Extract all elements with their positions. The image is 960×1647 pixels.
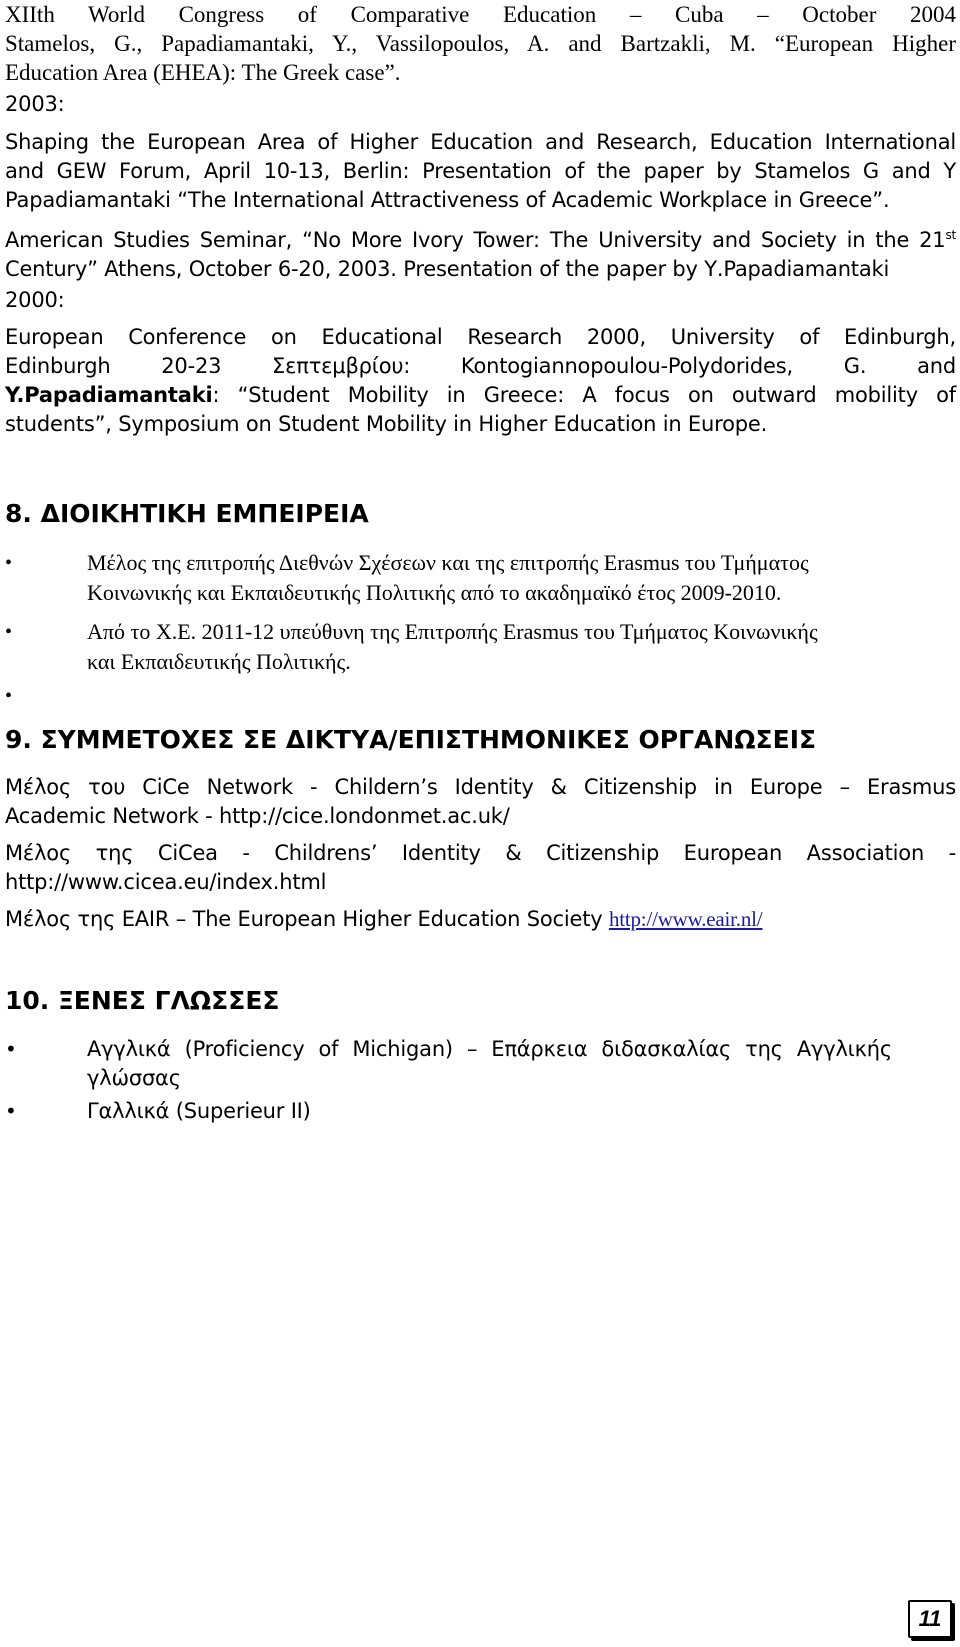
- athens-line-2: Century” Athens, October 6-20, 2003. Presentation of the paper by Υ.Papadiamantaki: [5, 257, 890, 281]
- edinburgh-line-2: Edinburgh 20-23 Σεπτεμβρίου: Kontogiannopoulou-Polydorides, G. and: [5, 354, 956, 378]
- section-10-heading: 10. ΞΕΝΕΣ ΓΛΩΣΣΕΣ: [5, 986, 280, 1015]
- page-number: 11: [908, 1600, 952, 1638]
- berlin-line-2: and GEW Forum, April 10-13, Berlin: Presentation of the paper by Stamelos G and Y: [5, 159, 956, 183]
- section-8-heading: 8. ΔΙΟΙΚΗΤΙΚΗ ΕΜΠΕΙΡΕΙΑ: [5, 499, 369, 528]
- congress-entry: [5, 0, 956, 87]
- eair-link[interactable]: http://www.eair.nl/: [608, 907, 763, 931]
- congress-line-3: Education Area (EHEA): The Greek case”.: [5, 60, 401, 85]
- bullet-dot: •: [5, 552, 13, 574]
- membership-cice: Μέλος του CiCe Network - Childern’s Identity & Citizenship in Europe – Erasmus Academic Network - http://cice.londonmet.ac.uk/: [5, 775, 956, 828]
- bullet-dot: •: [5, 1037, 17, 1061]
- athens-line-1: American Studies Seminar, “No More Ivory Tower: The University and Society in the 21st: [5, 228, 956, 252]
- document-page: XIIth World Congress of Comparative Education – Cuba – October 2004 Stamelos, G., Papadiamantaki, Y., Vassilopoulos, A. and Bartzakli, M. “European Higher Education Area (EHEA): The Greek case”. 2003: Shaping the European Area of Higher Education and Research, Education International and GEW Forum, April 10-13, Berlin: Presentation of the paper by Stamelos G and Y Papadiamantaki “The International Attractiveness of Academic Workplace in Greece”. American Studies Seminar, “No More Ivory Tower: The University and Society in the 21st Century” Athens, October 6-20, 2003. Presentation of the paper by Υ.Papadiamantaki 2000: European Conference on Educational Research 2000, University of Edinburgh, Edinburgh 20-23 Σεπτεμβρίου: Kontogiannopoulou-Polydorides, G. and Y.Papadiamantaki: “Student Mobility in Greece: A focus on outward mobility of students”, Symposium on Student Mobility in Higher Education in Europe. 8. ΔΙΟΙΚΗΤΙΚΗ ΕΜΠΕΙΡΕΙΑ • Μέλος της επιτροπής Διεθνών Σχέσεων και της επιτροπής Erasmus του Τμήματος Κοινωνικής και Εκπαιδευτικής Πολιτικής από το ακαδημαϊκό έτος 2009-2010. • Από το Χ.Ε. 2011-12 υπεύθυνη της Επιτροπής Erasmus του Τμήματος Κοινωνικής και Εκπαιδευτικής Πολιτικής. • 9. ΣΥΜΜΕΤΟΧΕΣ ΣΕ ΔΙΚΤΥΑ/ΕΠΙΣΤΗΜΟΝΙΚΕΣ ΟΡΓΑΝΩΣΕΙΣ Μέλος του CiCe Network - Childern’s Identity & Citizenship in Europe – Erasmus Academic Network - http://cice.londonmet.ac.uk/ Μέλος της CiCea - Childrens’ Identity & Citizenship European Association - http://www.cicea.eu/index.html Μέλος της EAIR – The European Higher Education Society http://www.eair.nl/ 10. ΞΕΝΕΣ ΓΛΩΣΣΕΣ • Αγγλικά (Proficiency of Michigan) – Επάρκεια διδασκαλίας της Αγγλικής γλώσσας • Γαλλικά (Superieur II) 11: [0, 0, 960, 1647]
- berlin-line-1: Shaping the European Area of Higher Education and Research, Education International: [5, 130, 956, 154]
- bullet-dot: •: [5, 621, 13, 643]
- section-9-heading: 9. ΣΥΜΜΕΤΟΧΕΣ ΣΕ ΔΙΚΤΥΑ/ΕΠΙΣΤΗΜΟΝΙΚΕΣ ΟΡΓΑΝΩΣΕΙΣ: [5, 725, 817, 754]
- superscript-st: st: [945, 228, 956, 242]
- year-2000-label: 2000:: [5, 288, 65, 312]
- congress-line-1: XIIth World Congress of Comparative Education – Cuba – October 2004: [5, 2, 956, 27]
- congress-line-2: Stamelos, G., Papadiamantaki, Y., Vassilopoulos, A. and Bartzakli, M. “European Higher: [5, 31, 956, 56]
- membership-eair: Μέλος της EAIR – The European Higher Education Society http://www.eair.nl/: [5, 907, 763, 931]
- presentation-berlin: [5, 128, 956, 215]
- year-2003-label: 2003:: [5, 92, 65, 116]
- edinburgh-line-1: European Conference on Educational Research 2000, University of Edinburgh,: [5, 325, 956, 349]
- berlin-line-3: Papadiamantaki “The International Attractiveness of Academic Workplace in Greece”.: [5, 188, 890, 212]
- presentation-athens: [5, 221, 956, 284]
- presentation-edinburgh: [5, 323, 956, 439]
- membership-cicea: Μέλος της CiCea - Childrens’ Identity & Citizenship European Association - http://www.cicea.eu/index.html: [5, 841, 956, 894]
- bullet-dot: •: [5, 1099, 17, 1123]
- edinburgh-line-3: Y.Papadiamantaki: “Student Mobility in Greece: A focus on outward mobility of: [5, 383, 956, 407]
- edinburgh-line-4: students”, Symposium on Student Mobility in Higher Education in Europe.: [5, 412, 768, 436]
- bullet-dot: •: [5, 685, 13, 707]
- author-name-bold: Y.Papadiamantaki: [5, 383, 213, 407]
